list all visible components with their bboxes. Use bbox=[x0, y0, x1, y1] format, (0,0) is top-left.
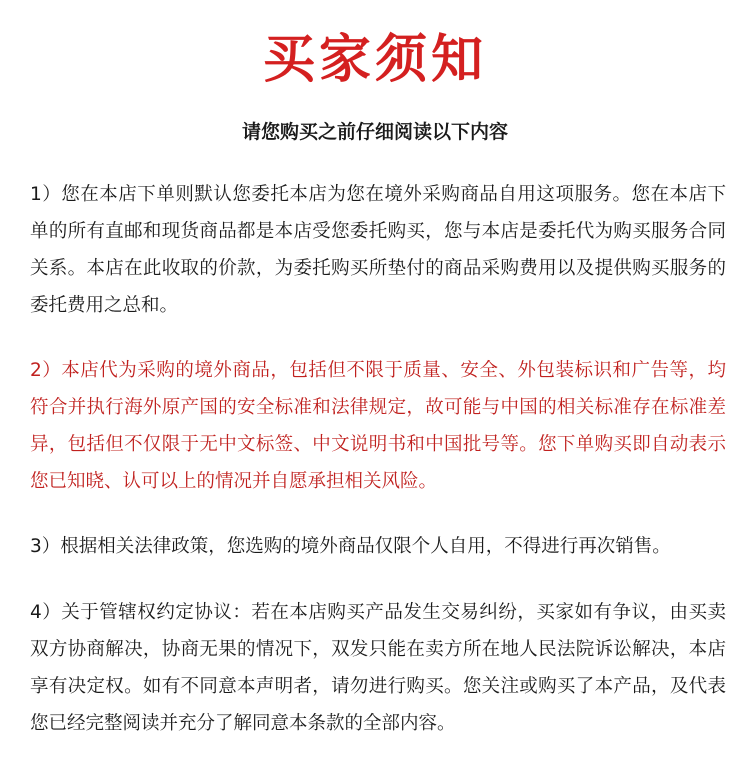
page-title: 买家须知 bbox=[262, 30, 487, 90]
notice-paragraph-3: 3）根据相关法律政策，您选购的境外商品仅限个人自用，不得进行再次销售。 bbox=[30, 536, 671, 557]
notice-paragraph-1: 1）您在本店下单则默认您委托本店为您在境外采购商品自用这项服务。您在本店下单的所有直邮和现货商品都是本店受您委托购买，您与本店是委托代为购买服务合同关系。本店在此收取的价款，为委托购买所垫付的商品采购费用以及提供购买服务的委托费用之总和。 bbox=[30, 184, 726, 316]
notice-paragraph-4: 4）关于管辖权约定协议：若在本店购买产品发生交易纠纷，买家如有争议，由买卖双方协商解决，协商无果的情况下，双发只能在卖方所在地人民法院诉讼解决，本店享有决定权。如有不同意本声明者，请勿进行购买。您关注或购买了本产品，及代表您已经完整阅读并充分了解同意本条款的全部内容。 bbox=[30, 602, 726, 734]
notice-paragraph-2-highlight: 2）本店代为采购的境外商品，包括但不限于质量、安全、外包装标识和广告等，均符合并执行海外原产国的安全标准和法律规定，故可能与中国的相关标准存在标准差异，包括但不仅限于无中文标签、中文说明书和中国批号等。您下单购买即自动表示您已知晓、认可以上的情况并自愿承担相关风险。 bbox=[30, 360, 726, 492]
page-subtitle: 请您购买之前仔细阅读以下内容 bbox=[241, 121, 508, 143]
